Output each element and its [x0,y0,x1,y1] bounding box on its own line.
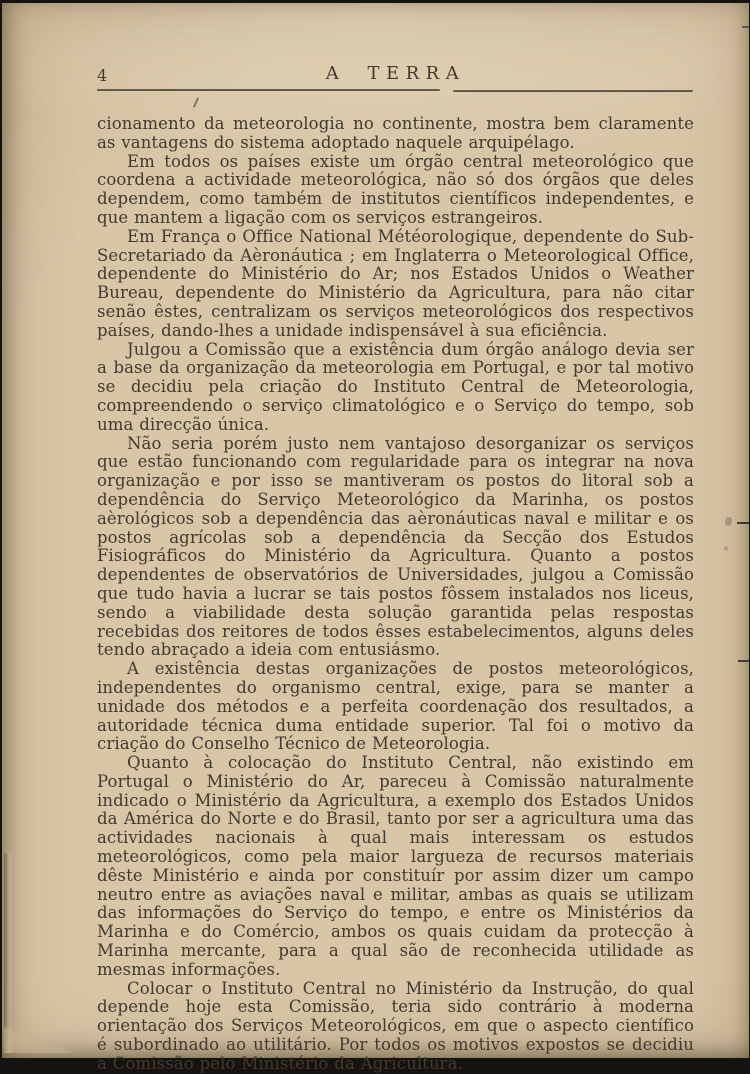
page-header [97,63,694,87]
paragraph: Julgou a Comissão que a existência dum órgão análogo devia ser a base da organização da meteorologia em Portugal, e por tal motivo se decidiu pela criação do Instituto Central de Meteorologia, compreendendo o serviço climatológico e o Serviço do tempo, sob uma direcção única. [97,339,694,434]
paragraph: Quanto à colocação do Instituto Central, não existindo em Portugal o Ministério do Ar, pareceu à Comissão naturalmente indicado o Ministério da Agricultura, a exemplo dos Estados Unidos da América do Norte e do Brasil, tanto por ser a agricultura uma das actividades nacionais à qual mais interessam os estudos meteorológicos, como pela maior largueza de recursos materiais dêste Ministério e ainda por constituír por assim dizer um campo neutro entre as aviações naval e militar, ambas as quais se utilizam das informações do Serviço do tempo, e entre os Ministérios da Marinha e do Comércio, ambos os quais cuidam da protecção à Marinha mercante, para a qual são de reconhecida utilidade as mesmas informações. [97,753,694,979]
body-text-block [97,115,694,1074]
paragraph: Não seria porém justo nem vantajoso desorganizar os serviços que estão funcionando com regularidade para os integrar na nova organização e por isso se mantiveram os postos do litoral sob a dependência do Serviço Meteorológico da Marinha, os postos aèrológicos sob a dependência das aèronáuticas naval e militar e os postos agrícolas sob a dependência da Secção dos Estudos Fisiográficos do Ministério da Agricultura. Quanto a postos dependentes de observatórios de Universidades, julgou a Comissão que tudo havia a lucrar se tais postos fôssem instalados nos liceus, sendo a viabilidade desta solução garantida pelas respostas recebidas dos reitores de todos êsses estabelecimentos, alguns deles tendo abraçado a ideia com entusiásmo. [97,433,694,660]
scan-artifact-slash [193,97,199,108]
paragraph: Em França o Office National Météorologique, dependente do Sub-Secretariado da Aèronáutica ; em Inglaterra o Meteorological Office, dependente do Ministério do Ar; nos Estados Unidos o Weather Bureau, dependente do Ministério da Agricultura, para não citar senão êstes, centralizam os serviços meteorológicos dos respectivos países, dando-lhes a unidade indispensável à sua eficiência. [97,226,694,340]
under-page-corner [4,1027,74,1053]
paragraph: Colocar o Instituto Central no Ministério da Instrução, do qual depende hoje esta Comissão, teria sido contrário à moderna orientação dos Serviços Meteorológicos, em que o aspecto científico é subordinado ao utilitário. Por todos os motivos expostos se decidiu a Comissão pelo Ministério da Agricultura. [97,978,694,1073]
running-title: A TERRA [325,63,466,84]
book-page [2,3,749,1073]
paragraph: cionamento da meteorologia no continente, mostra bem claramente as vantagens do sistema adoptado naquele arquipélago. [97,114,694,152]
scan-artifact-dot [724,546,728,551]
paragraph: Em todos os países existe um órgão central meteorológico que coordena a actividade meteorológica, não só dos órgãos que deles dependem, como também de institutos científicos independentes, e que mantem a ligação com os serviços estrangeiros. [97,151,694,227]
scan-artifact-smudge [725,517,732,526]
paragraph: A existência destas organizações de postos meteorológicos, independentes do organismo central, exige, para se manter a unidade dos métodos e a perfeita coordenação dos resultados, a autoridade técnica duma entidade superior. Tal foi o motivo da criação do Conselho Técnico de Meteorologia. [97,659,694,754]
header-rule-right [453,90,693,92]
under-page-edge [4,853,13,1053]
page-number: 4 [97,66,109,85]
header-rule-left [97,89,440,91]
